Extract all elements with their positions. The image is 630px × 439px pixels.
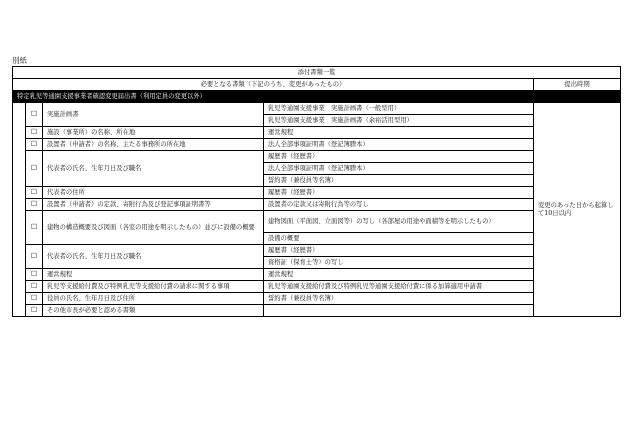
required-document: 乳児等通園支援事業 実施計画書（一般型用） xyxy=(264,103,534,115)
item-label: 設置者（申請者）の名称、主たる事務所の所在地 xyxy=(43,139,264,151)
item-label: 設置者（申請者）の定款、寄附行為及び登記事項証明書等 xyxy=(43,199,264,211)
item-label: 代表者の氏名、生年月日及び職名 xyxy=(43,245,264,269)
required-document: 建物図面（平面図、立面図等）の写し（各部屋の用途や面積等を明示したもの） xyxy=(264,211,534,233)
deadline-header: 提出時期 xyxy=(534,79,621,91)
required-document: 運営規程 xyxy=(264,127,534,139)
table-row xyxy=(13,103,621,115)
item-checkbox[interactable]: ☐ xyxy=(26,199,43,211)
required-document: 資格証（保育士等）の写し xyxy=(264,257,534,269)
required-document: 法人全部事項証明書（登記簿謄本） xyxy=(264,163,534,175)
item-label: 代表者の氏名、生年月日及び職名 xyxy=(43,151,264,187)
item-checkbox[interactable]: ☐ xyxy=(26,281,43,293)
required-document: 運営規程 xyxy=(264,269,534,281)
item-checkbox[interactable]: ☐ xyxy=(26,305,43,317)
deadline-text: 変更のあった日から起算して10日以内 xyxy=(534,103,621,317)
table-row xyxy=(13,199,621,211)
item-checkbox[interactable]: ☐ xyxy=(26,187,43,199)
required-document xyxy=(264,305,534,317)
appendix-label: 別紙 xyxy=(12,56,27,65)
table-row xyxy=(13,211,621,233)
table-title-row xyxy=(13,67,621,79)
required-document: 法人全部事項証明書（登記簿謄本） xyxy=(264,139,534,151)
item-checkbox[interactable]: ☐ xyxy=(26,127,43,139)
header-row xyxy=(13,79,621,91)
required-document: 履歴書（経歴書） xyxy=(264,151,534,163)
item-checkbox[interactable]: ☐ xyxy=(26,151,43,187)
table-row xyxy=(13,187,621,199)
item-checkbox[interactable]: ☐ xyxy=(26,211,43,245)
required-document: 誓約書（兼役員等名簿） xyxy=(264,293,534,305)
item-checkbox[interactable]: ☐ xyxy=(26,245,43,269)
left-margin-cell xyxy=(13,103,26,317)
required-document: 乳児等通園支援給付費及び特例乳児等通園支援給付費に係る加算適用申請書 xyxy=(264,281,534,293)
item-label: 建物の構造概要及び図面（各室の用途を明示したもの）並びに設備の概要 xyxy=(43,211,264,245)
item-label: 代表者の住所 xyxy=(43,187,264,199)
item-checkbox[interactable]: ☐ xyxy=(26,269,43,281)
table-row xyxy=(13,127,621,139)
required-document: 設備の概要 xyxy=(264,233,534,245)
section-title: 特定乳児等通園支援事業者確認変更届出書（利用定員の変更以外） xyxy=(13,91,621,103)
required-document: 設置者の定款又は寄附行為等の写し xyxy=(264,199,534,211)
table-row xyxy=(13,293,621,305)
item-checkbox[interactable]: ☐ xyxy=(26,139,43,151)
item-checkbox[interactable]: ☐ xyxy=(26,293,43,305)
section-row xyxy=(13,91,621,103)
attachment-documents-table xyxy=(12,66,621,317)
required-document: 乳児等通園支援事業 実施計画書（余裕活用型用） xyxy=(264,115,534,127)
item-label: 施設（事業所）の名称、所在地 xyxy=(43,127,264,139)
item-label: 実施計画書 xyxy=(43,103,264,127)
item-label: 役員の氏名、生年月日及び住所 xyxy=(43,293,264,305)
required-documents-header: 必要となる書類（下記のうち、変更があったもの） xyxy=(13,79,534,91)
table-row xyxy=(13,139,621,151)
item-label: 運営規程 xyxy=(43,269,264,281)
item-checkbox[interactable]: ☐ xyxy=(26,103,43,127)
table-row xyxy=(13,305,621,317)
required-document: 誓約書（兼役員等名簿） xyxy=(264,175,534,187)
table-row xyxy=(13,151,621,163)
table-title: 添付書類一覧 xyxy=(13,67,621,79)
required-document: 履歴書（経歴書） xyxy=(264,245,534,257)
table-row xyxy=(13,269,621,281)
table-row xyxy=(13,245,621,257)
required-document: 履歴書（経歴書） xyxy=(264,187,534,199)
item-label: 乳児等支援給付費及び特例乳児等支援給付費の請求に関する事項 xyxy=(43,281,264,293)
table-row xyxy=(13,281,621,293)
item-label: その他市長が必要と認める書類 xyxy=(43,305,264,317)
